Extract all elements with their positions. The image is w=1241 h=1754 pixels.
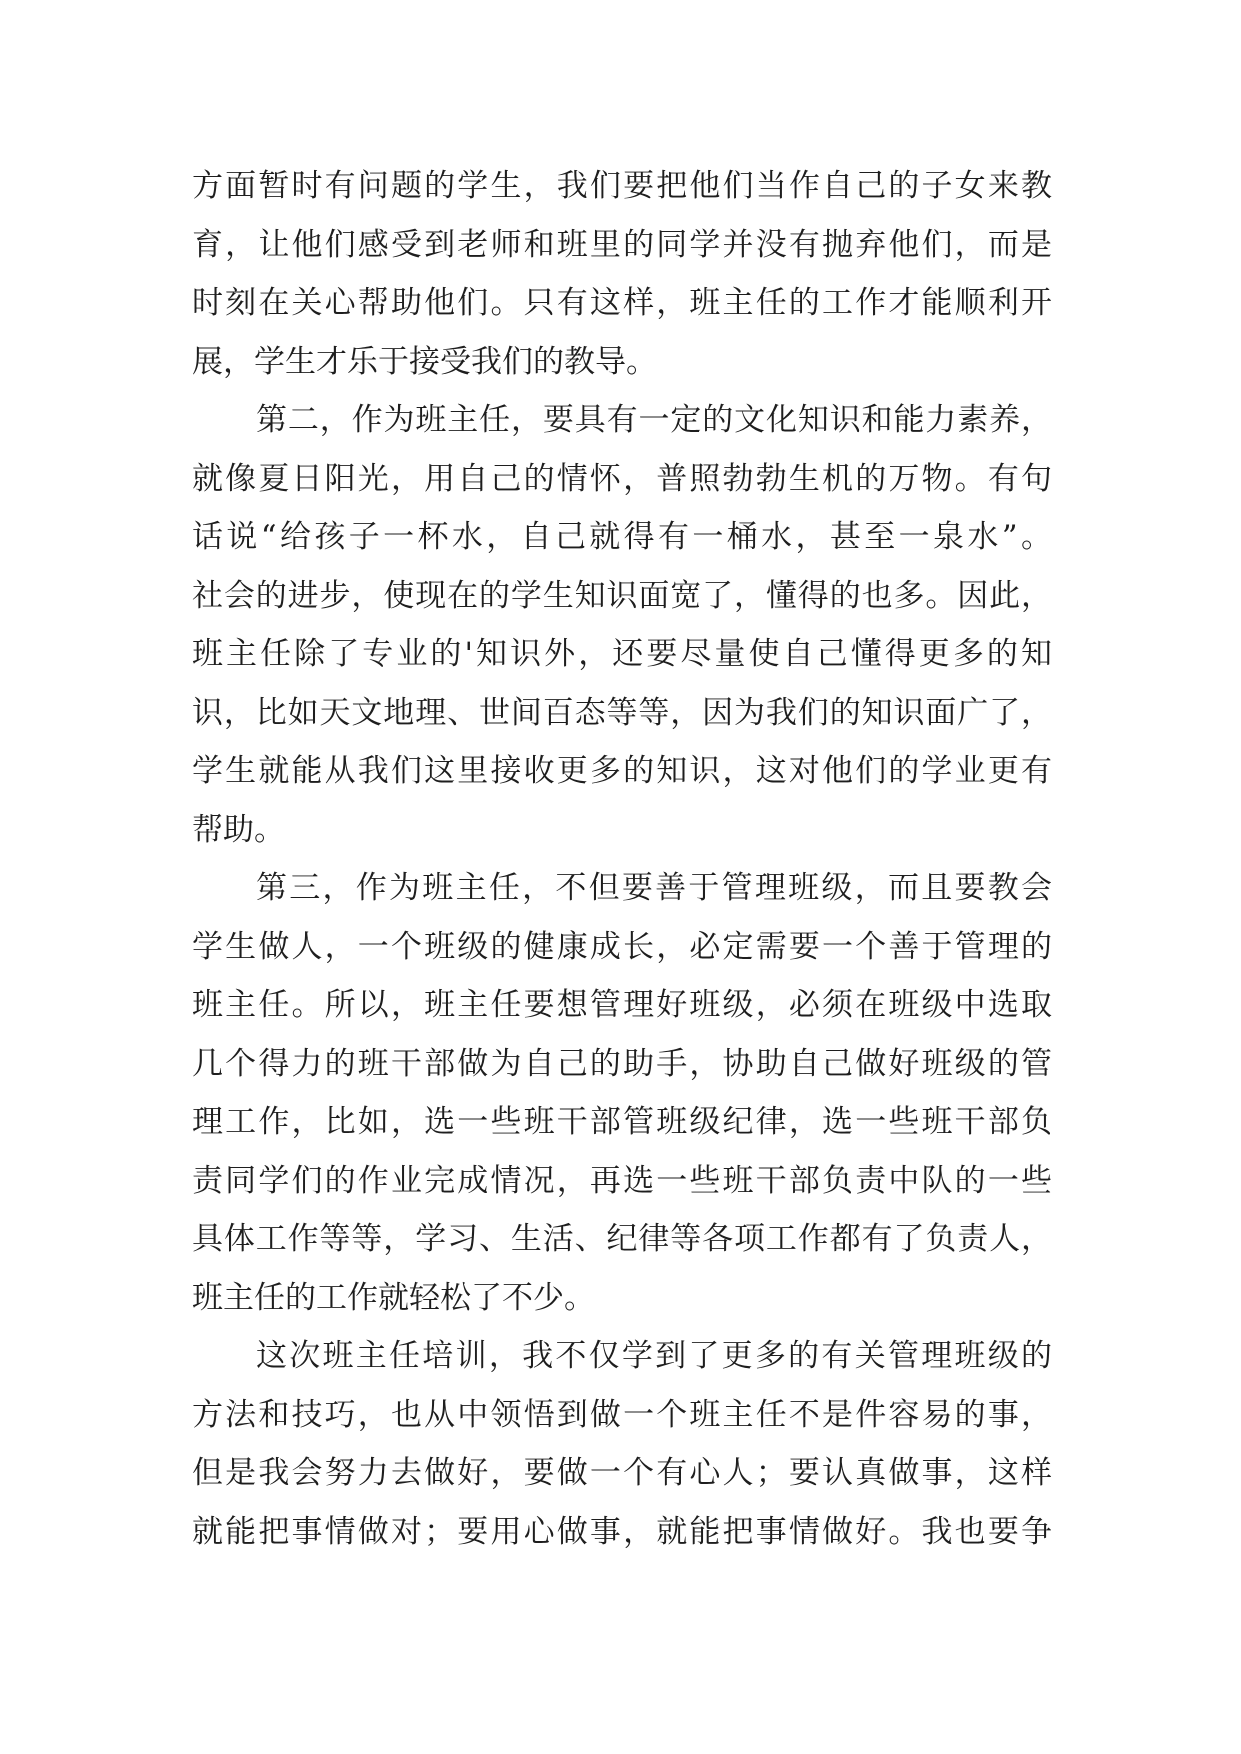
- text-line: 方面暂时有问题的学生，我们要把他们当作自己的子女来教: [192, 168, 1052, 204]
- text-line: 社会的进步，使现在的学生知识面宽了，懂得的也多。因此，: [192, 577, 1052, 614]
- document-body: [192, 157, 1052, 1561]
- paragraph-first-line: 这次班主任培训，我不仅学到了更多的有关管理班级的: [256, 1338, 1052, 1374]
- paragraph-end-line: 班主任的工作就轻松了不少。: [192, 1279, 595, 1316]
- text-line: 就像夏日阳光，用自己的情怀，普照勃勃生机的万物。有句: [192, 460, 1052, 497]
- paragraph-first-line: 第二，作为班主任，要具有一定的文化知识和能力素养，: [256, 402, 1052, 438]
- text-line: 学生做人，一个班级的健康成长，必定需要一个善于管理的: [192, 928, 1052, 965]
- text-line: 具体工作等等，学习、生活、纪律等各项工作都有了负责人，: [192, 1221, 1052, 1257]
- text-line: 方法和技巧，也从中领悟到做一个班主任不是件容易的事，: [192, 1396, 1052, 1433]
- paragraph-end-line: 帮助。: [192, 811, 285, 848]
- text-line: 几个得力的班干部做为自己的助手，协助自己做好班级的管: [192, 1045, 1052, 1082]
- text-line: 时刻在关心帮助他们。只有这样，班主任的工作才能顺利开: [192, 285, 1052, 321]
- paragraph-end-line: 展，学生才乐于接受我们的教导。: [192, 343, 657, 380]
- text-line: 话说“给孩子一杯水，自己就得有一桶水，甚至一泉水”。: [192, 519, 1052, 555]
- text-line: 责同学们的作业完成情况，再选一些班干部负责中队的一些: [192, 1162, 1052, 1199]
- text-line: 就能把事情做对；要用心做事，就能把事情做好。我也要争: [192, 1513, 1052, 1550]
- text-line: 学生就能从我们这里接收更多的知识，这对他们的学业更有: [192, 753, 1052, 789]
- text-line: 理工作，比如，选一些班干部管班级纪律，选一些班干部负: [192, 1104, 1052, 1140]
- text-line: 但是我会努力去做好，要做一个有心人；要认真做事，这样: [192, 1455, 1052, 1491]
- text-line: 班主任。所以，班主任要想管理好班级，必须在班级中选取: [192, 987, 1052, 1023]
- text-line: 育，让他们感受到老师和班里的同学并没有抛弃他们，而是: [192, 226, 1052, 263]
- text-line: 识，比如天文地理、世间百态等等，因为我们的知识面广了，: [192, 694, 1052, 731]
- text-line: 班主任除了专业的'知识外，还要尽量使自己懂得更多的知: [192, 636, 1052, 672]
- paragraph-first-line: 第三，作为班主任，不但要善于管理班级，而且要教会: [256, 870, 1052, 906]
